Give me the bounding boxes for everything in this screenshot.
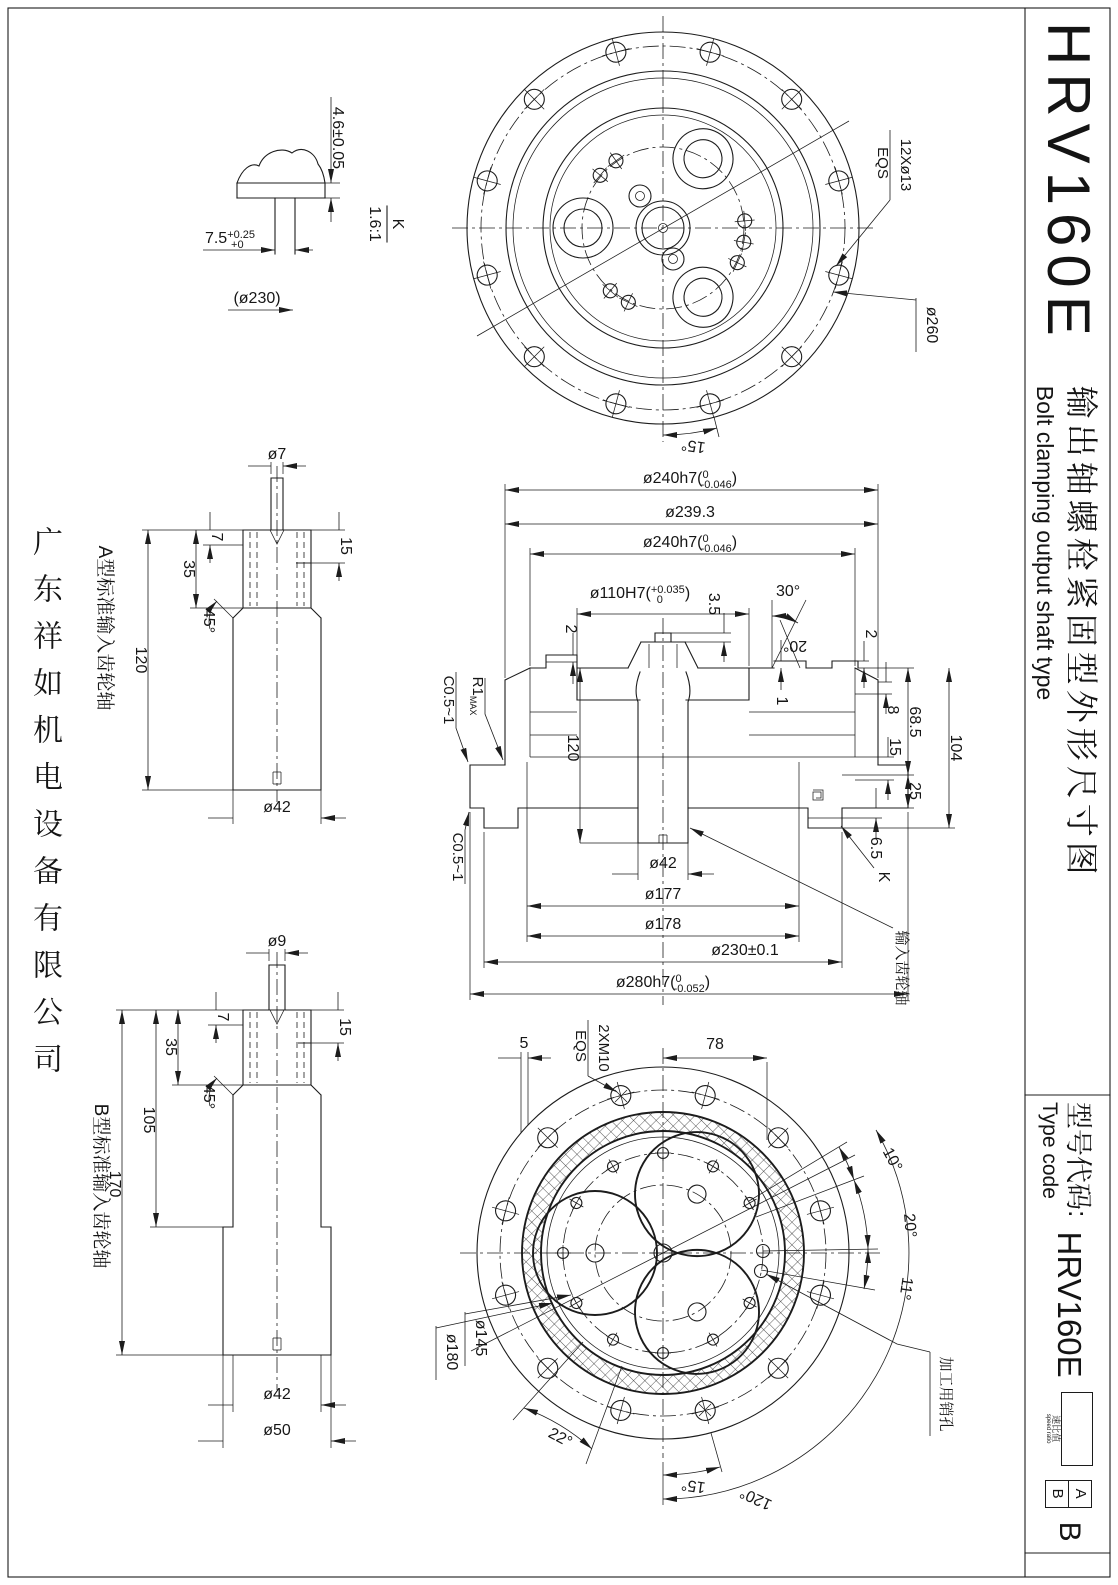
- shaft-b-view: [90, 933, 356, 1448]
- speed-ratio-caption-en: speed ratio: [1045, 1413, 1052, 1444]
- section-dim-230: ø230±0.1: [711, 942, 779, 959]
- section-input-shaft-note: 输入齿轮轴: [893, 930, 910, 1006]
- shaft-a-dim-7: 7: [208, 532, 225, 542]
- shaft-type-option-b: B: [1049, 1488, 1067, 1499]
- shaft-type-options: [1046, 1480, 1093, 1508]
- speed-ratio-box: [1062, 1392, 1094, 1466]
- detail-k-thickness-dim: 4.6±0.05: [329, 106, 346, 170]
- title-block: [1026, 22, 1112, 1022]
- rear-view: [436, 1020, 955, 1513]
- front-bolt-circle-dim: ø260: [923, 306, 940, 344]
- detail-k-view: [203, 97, 406, 310]
- rear-angle-22: 22°: [545, 1424, 575, 1452]
- section-dim-25: 25: [906, 782, 923, 800]
- section-dim-240-register: ø240h7($^0$ -0.046): [642, 533, 738, 555]
- shaft-b-note: B型标准输入齿轮轴: [90, 1103, 111, 1269]
- rear-pin-note: 加工用销孔: [937, 1356, 954, 1432]
- shaft-a-dim-tip: ø7: [267, 446, 287, 463]
- type-code-model: HRV160E: [1051, 1231, 1088, 1378]
- section-angle-20: 20°: [782, 637, 808, 654]
- shaft-b-dim-15: 15: [336, 1018, 353, 1036]
- shaft-b-dim-45: 45°: [200, 1084, 217, 1110]
- shaft-b-dim-105: 105: [140, 1106, 157, 1134]
- section-dim-110: ø110H7($^{+0.035}$ 0 ): [589, 584, 691, 606]
- section-dim-6-5: 6.5: [867, 836, 884, 860]
- shaft-b-dim-flange: ø50: [263, 1422, 291, 1439]
- section-dim-2-left: 2: [562, 624, 579, 634]
- shaft-a-dim-35: 35: [180, 560, 197, 578]
- front-view: [452, 16, 940, 456]
- title-chinese: 输出轴螺栓紧固型外形尺寸图: [1063, 385, 1100, 880]
- shaft-a-dim-15: 15: [337, 537, 354, 555]
- section-dim-104: 104: [947, 734, 964, 762]
- detail-k-width-dim: $7.5^{+0.25} +0$: [204, 229, 256, 251]
- type-code-label-en: Type code: [1038, 1102, 1062, 1199]
- rear-screw-note-line2: EQS: [572, 1030, 589, 1062]
- company-name: 广东祥如机电设备有限公司: [28, 526, 61, 1090]
- title-texts: [1031, 386, 1107, 880]
- type-code-label-cn: 型号代码:: [1063, 1102, 1094, 1218]
- section-dim-42: ø42: [649, 855, 677, 872]
- title-english: Bolt clamping output shaft type: [1032, 385, 1058, 701]
- section-r1max: $R1_{MAX}$: [468, 676, 486, 716]
- section-dim-8: 8: [884, 705, 901, 715]
- shaft-b-dim-tip: ø9: [267, 933, 287, 950]
- rear-dim-145: ø145: [472, 1319, 489, 1357]
- speed-ratio-field: [1045, 1392, 1094, 1466]
- model-title: HRV160E: [1035, 22, 1103, 344]
- section-dim-15: 15: [886, 738, 903, 756]
- shaft-b-dim-35: 35: [162, 1038, 179, 1056]
- shaft-type-suffix: B: [1053, 1521, 1086, 1542]
- section-angle-30: 30°: [776, 583, 801, 600]
- type-code-labels: [1038, 1102, 1101, 1218]
- shaft-a-dim-45: 45°: [200, 608, 217, 634]
- section-dim-3-5: 3.5: [705, 592, 722, 616]
- section-dim-178: ø178: [644, 916, 682, 933]
- detail-k-ref-dia: (ø230): [233, 290, 281, 307]
- rear-angle-20: 20°: [899, 1212, 920, 1239]
- shaft-a-note: A型标准输入齿轮轴: [94, 545, 115, 711]
- front-bolt-note-line2: EQS: [874, 147, 891, 179]
- shaft-a-dim-body: ø42: [263, 799, 291, 816]
- svg-text:1.6:1: 1.6:1: [366, 206, 383, 242]
- section-dim-68-5: 68.5: [906, 706, 923, 738]
- front-bolt-note-line1: 12Xø13: [897, 138, 914, 192]
- speed-ratio-caption-cn: 速比值: [1051, 1415, 1062, 1443]
- section-dim-177: ø177: [644, 886, 682, 903]
- rear-screw-note-line1: 2XM10: [595, 1024, 612, 1072]
- shaft-b-dim-7: 7: [214, 1012, 231, 1022]
- shaft-a-dim-120: 120: [132, 646, 149, 674]
- shaft-type-option-a: A: [1069, 1481, 1092, 1507]
- section-dim-120: 120: [564, 734, 581, 762]
- rear-dim-180: ø180: [443, 1333, 460, 1371]
- section-dim-240-outer: ø240h7($^0$ -0.046): [642, 469, 738, 491]
- rear-angle-10: 10°: [878, 1145, 906, 1175]
- rear-dim-5: 5: [519, 1035, 529, 1052]
- section-dim-1: 1: [773, 696, 790, 706]
- rear-dim-78: 78: [706, 1036, 724, 1053]
- rear-angle-11: 11°: [895, 1276, 916, 1302]
- rear-angle-120: 120°: [737, 1483, 775, 1513]
- section-chamfer-bottom: C0.5~1: [449, 832, 466, 882]
- shaft-b-dim-170: 170: [106, 1170, 123, 1198]
- rear-angle-15: 15°: [680, 1475, 707, 1496]
- shaft-b-dim-body: ø42: [263, 1386, 291, 1403]
- front-angle-15: 15°: [680, 435, 707, 456]
- section-groove-symbol: [813, 790, 823, 800]
- detail-k-title: [366, 206, 406, 242]
- section-dim-2-right: 2: [862, 629, 879, 639]
- section-chamfer-top: C0.5~1: [440, 675, 457, 725]
- shaft-a-view: [94, 446, 354, 824]
- svg-text:K: K: [389, 218, 406, 230]
- section-view: [440, 469, 964, 1006]
- section-dim-280: ø280h7($^0$ -0.052): [615, 973, 711, 995]
- section-dim-239: ø239.3: [665, 504, 715, 521]
- section-k-ref: K: [875, 871, 892, 883]
- type-code-block: [1026, 1102, 1112, 1550]
